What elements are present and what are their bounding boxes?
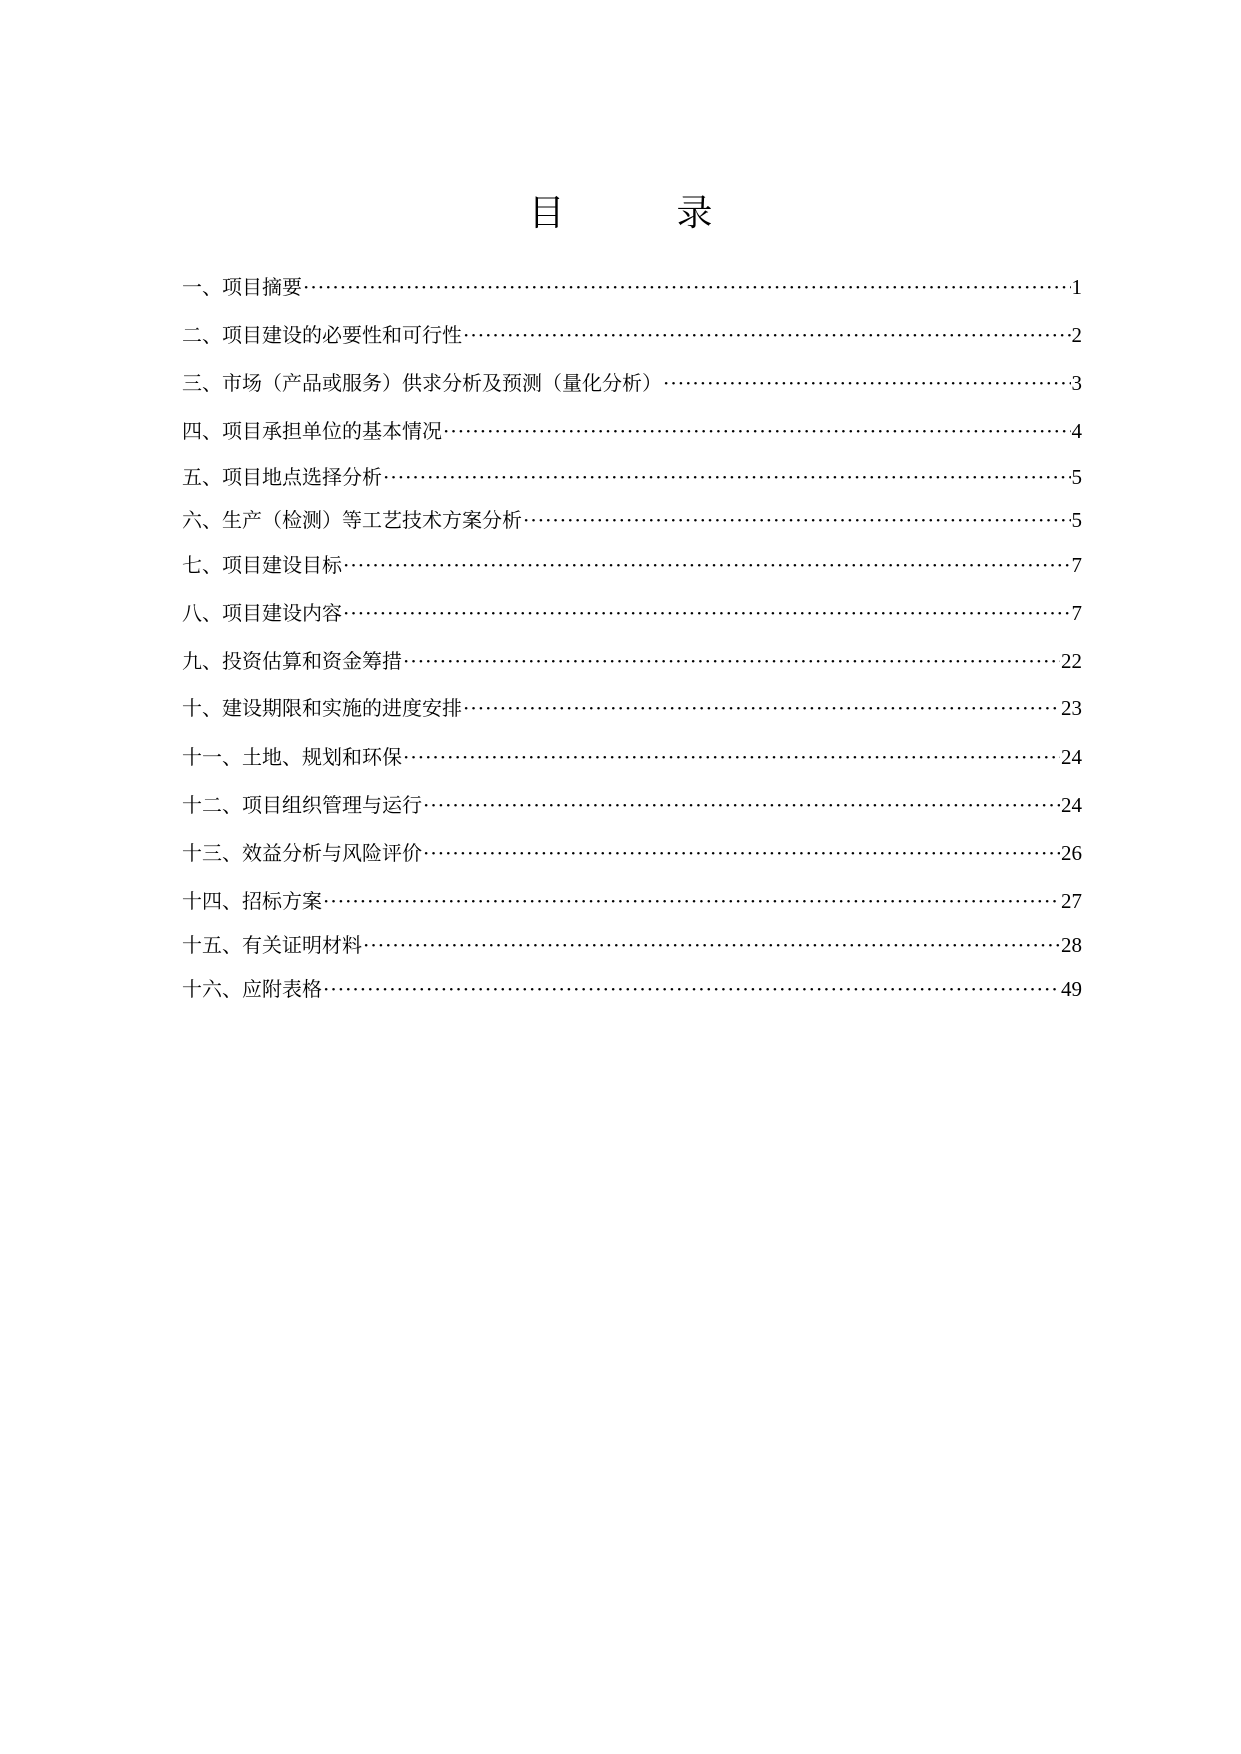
toc-entry-page: 7 bbox=[1071, 601, 1082, 625]
toc-entry-label: 一、项目摘要 bbox=[182, 275, 302, 299]
toc-entry-page: 22 bbox=[1061, 649, 1082, 673]
toc-dot-leader bbox=[443, 416, 1071, 446]
toc-entry-page: 27 bbox=[1061, 889, 1082, 913]
toc-dot-leader bbox=[383, 462, 1071, 492]
toc-dot-leader bbox=[663, 368, 1071, 398]
toc-dot-leader bbox=[303, 272, 1071, 302]
toc-entry[interactable] bbox=[182, 462, 1082, 492]
toc-entry-page: 26 bbox=[1061, 841, 1082, 865]
toc-entry-label: 十五、有关证明材料 bbox=[182, 933, 362, 957]
toc-dot-leader bbox=[463, 320, 1071, 350]
toc-entry-page: 23 bbox=[1061, 696, 1082, 720]
toc-entry-label: 十四、招标方案 bbox=[182, 889, 322, 913]
toc-entry-page: 24 bbox=[1061, 745, 1082, 769]
toc-dot-leader bbox=[343, 550, 1071, 580]
toc-dot-leader bbox=[343, 598, 1071, 628]
toc-entry[interactable] bbox=[182, 320, 1082, 350]
toc-entry[interactable] bbox=[182, 272, 1082, 302]
toc-entry-label: 七、项目建设目标 bbox=[182, 553, 342, 577]
toc-entry[interactable] bbox=[182, 886, 1082, 916]
toc-dot-leader bbox=[523, 505, 1071, 535]
toc-entry-label: 九、投资估算和资金筹措 bbox=[182, 649, 402, 673]
toc-entry-page: 2 bbox=[1071, 323, 1082, 347]
toc-entry-label: 六、生产（检测）等工艺技术方案分析 bbox=[182, 508, 522, 532]
toc-entry-label: 二、项目建设的必要性和可行性 bbox=[182, 323, 462, 347]
toc-entry-label: 十一、土地、规划和环保 bbox=[182, 745, 402, 769]
toc-dot-leader bbox=[463, 693, 1060, 723]
toc-entry[interactable] bbox=[182, 930, 1082, 960]
toc-entry[interactable] bbox=[182, 742, 1082, 772]
toc-entry-label: 三、市场（产品或服务）供求分析及预测（量化分析） bbox=[182, 371, 662, 395]
toc-entry-page: 4 bbox=[1071, 419, 1082, 443]
toc-entry-label: 十三、效益分析与风险评价 bbox=[182, 841, 422, 865]
toc-entry[interactable] bbox=[182, 646, 1082, 676]
toc-entry[interactable] bbox=[182, 368, 1082, 398]
toc-entry-label: 四、项目承担单位的基本情况 bbox=[182, 419, 442, 443]
toc-entry-page: 7 bbox=[1071, 553, 1082, 577]
toc-dot-leader bbox=[363, 930, 1060, 960]
toc-dot-leader bbox=[323, 974, 1060, 1004]
toc-entry[interactable] bbox=[182, 598, 1082, 628]
toc-entry-label: 十、建设期限和实施的进度安排 bbox=[182, 696, 462, 720]
toc-dot-leader bbox=[403, 646, 1060, 676]
toc-dot-leader bbox=[423, 790, 1060, 820]
toc-entry-page: 28 bbox=[1061, 933, 1082, 957]
toc-entry-page: 1 bbox=[1071, 275, 1082, 299]
toc-entry-label: 八、项目建设内容 bbox=[182, 601, 342, 625]
toc-entry[interactable] bbox=[182, 550, 1082, 580]
toc-dot-leader bbox=[403, 742, 1060, 772]
toc-entry[interactable] bbox=[182, 693, 1082, 723]
toc-entry-page: 5 bbox=[1071, 465, 1082, 489]
toc-entry-page: 24 bbox=[1061, 793, 1082, 817]
toc-dot-leader bbox=[323, 886, 1060, 916]
toc-entry[interactable] bbox=[182, 974, 1082, 1004]
toc-entry-page: 5 bbox=[1071, 508, 1082, 532]
toc-entry[interactable] bbox=[182, 838, 1082, 868]
toc-entry-label: 五、项目地点选择分析 bbox=[182, 465, 382, 489]
toc-entry-page: 49 bbox=[1061, 977, 1082, 1001]
toc-entry-page: 3 bbox=[1071, 371, 1082, 395]
toc-entry[interactable] bbox=[182, 505, 1082, 535]
toc-entry-label: 十二、项目组织管理与运行 bbox=[182, 793, 422, 817]
toc-heading: 目 录 bbox=[528, 193, 751, 234]
toc-entry[interactable] bbox=[182, 790, 1082, 820]
toc-entry[interactable] bbox=[182, 416, 1082, 446]
toc-entry-label: 十六、应附表格 bbox=[182, 977, 322, 1001]
toc-dot-leader bbox=[423, 838, 1060, 868]
